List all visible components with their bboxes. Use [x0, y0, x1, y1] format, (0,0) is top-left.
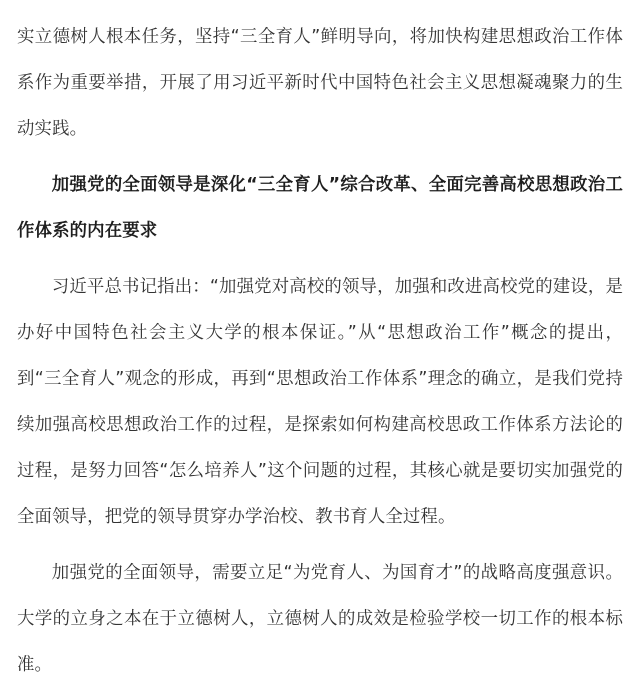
section-heading: 加强党的全面领导是深化“三全育人”综合改革、全面完善高校思想政治工作体系的内在要求 — [17, 175, 623, 241]
article-body — [17, 14, 623, 688]
paragraph-party-leadership: 加强党的全面领导，需要立足“为党育人、为国育才”的战略高度强意识。大学的立身之本在于立德树人，立德树人的成效是检验学校一切工作的根本标准。 — [17, 563, 623, 675]
paragraph-intro-continuation: 实立德树人根本任务，坚持“三全育人”鲜明导向，将加快构建思想政治工作体系作为重要举措，开展了用习近平新时代中国特色社会主义思想凝魂聚力的生动实践。 — [17, 27, 623, 139]
paragraph-xi-quote: 习近平总书记指出：“加强党对高校的领导，加强和改进高校党的建设，是办好中国特色社会主义大学的根本保证。”从“思想政治工作”概念的提出，到“三全育人”观念的形成，再到“思想政治工作体系”理念的确立，是我们党持续加强高校思想政治工作的过程，是探索如何构建高校思政工作体系方法论的过程，是努力回答“怎么培养人”这个问题的过程，其核心就是要切实加强党的全面领导，把党的领导贯穿办学治校、教书育人全过程。 — [17, 277, 623, 527]
